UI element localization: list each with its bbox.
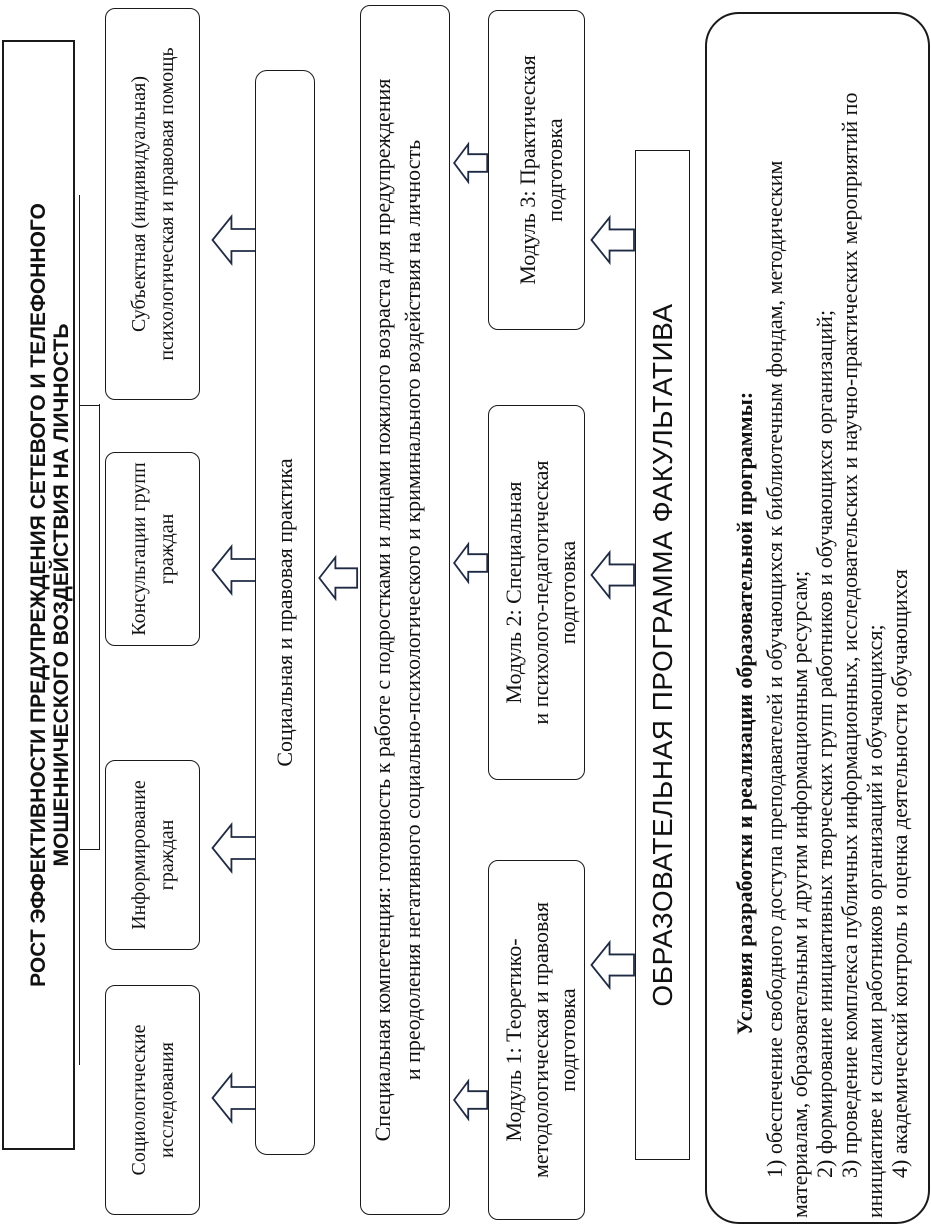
box-text-line: Информирование: [127, 780, 150, 930]
conditions-line: 4) академический контроль и оценка деятельности обучающихся: [887, 569, 912, 1178]
conditions-line: 3) проведение комплекса публичных информационных, исследовательских и научно-практических мероприятий по: [837, 92, 862, 1178]
box-text-line: методологическая и правовая: [528, 902, 553, 1178]
block-arrow-left-icon: [211, 215, 258, 265]
activity-informing-citizens: [105, 760, 200, 950]
block-arrow-left-icon: [590, 941, 635, 989]
box-text-line: Модуль 3: Практическая: [514, 55, 540, 285]
box-text-line: подготовка: [555, 540, 580, 645]
box-text-line: и психолого-педагогическая: [528, 460, 553, 725]
box-text-line: Социальная и правовая практика: [272, 458, 297, 767]
box-text-line: Консультации групп: [127, 462, 150, 636]
title-line: МОШЕННИЧЕСКОГО ВОЗДЕЙСТВИЯ НА ЛИЧНОСТЬ: [50, 323, 73, 867]
title-line: РОСТ ЭФФЕКТИВНОСТИ ПРЕДУПРЕЖДЕНИЯ СЕТЕВОГО И ТЕЛЕФОННОГО: [27, 203, 50, 987]
box-text-line: граждан: [155, 819, 178, 891]
box-text-line: Субъектная (индивидуальная): [127, 75, 150, 333]
block-arrow-left-icon: [211, 545, 258, 595]
module-3-practice: [488, 10, 585, 330]
box-text-line: Социологические: [127, 1024, 150, 1176]
block-arrow-left-icon: [453, 1080, 488, 1120]
conditions-heading: Условия разработки и реализации образовательной программы:: [732, 391, 757, 1035]
module-1-theory: [488, 860, 585, 1220]
bracket-line: [99, 404, 100, 850]
block-arrow-left-icon: [453, 543, 488, 583]
box-text-line: психологическая и правовая помощь: [155, 47, 178, 361]
program-conditions: [705, 12, 930, 1224]
box-text-line: подготовка: [555, 988, 580, 1092]
activity-group-consultations: [105, 452, 200, 646]
block-arrow-left-icon: [590, 216, 635, 264]
box-text-line: и преодоления негативного социально-психологического и криминального воздействия на личность: [400, 139, 425, 1081]
block-arrow-left-icon: [318, 556, 358, 600]
connector-line: [79, 195, 80, 1065]
bracket-tick: [80, 849, 100, 850]
conditions-line: 2) формирование инициативных творческих групп работников и обучающихся организаций;: [812, 309, 837, 1178]
conditions-line: 1) обеспечение свободного доступа преподавателей и обучающихся к библиотечным фондам, методическим: [762, 160, 787, 1178]
bracket-tick: [80, 405, 100, 406]
educational-program: [635, 150, 690, 1160]
module-2-special: [488, 405, 585, 780]
block-arrow-left-icon: [211, 823, 258, 873]
box-text-line: Модуль 2: Специальная: [501, 481, 526, 704]
box-text-line: ОБРАЗОВАТЕЛЬНАЯ ПРОГРАММА ФАКУЛЬТАТИВА: [646, 303, 678, 1007]
block-arrow-left-icon: [211, 1073, 258, 1123]
box-text-line: подготовка: [541, 118, 567, 222]
block-arrow-left-icon: [590, 551, 635, 599]
box-text-line: Модуль 1: Теоретико-: [501, 938, 526, 1142]
activity-sociological-research: [105, 985, 200, 1215]
box-text-line: Специальная компетенция: готовность к работе с подростками и лицами пожилого возраста для предупреждения: [370, 78, 395, 1142]
activity-individual-assistance: [105, 8, 200, 400]
block-arrow-left-icon: [453, 143, 488, 183]
special-competence: [360, 5, 450, 1215]
box-text-line: граждан: [155, 513, 178, 585]
box-text-line: исследования: [155, 1042, 178, 1158]
social-legal-practice: [255, 70, 315, 1155]
conditions-line: материалам, образовательным и другим информационным ресурсам;: [787, 570, 812, 1218]
diagram-title: [2, 40, 75, 1150]
conditions-line: инициативе и силами работников организаций и обучающихся;: [862, 624, 887, 1218]
